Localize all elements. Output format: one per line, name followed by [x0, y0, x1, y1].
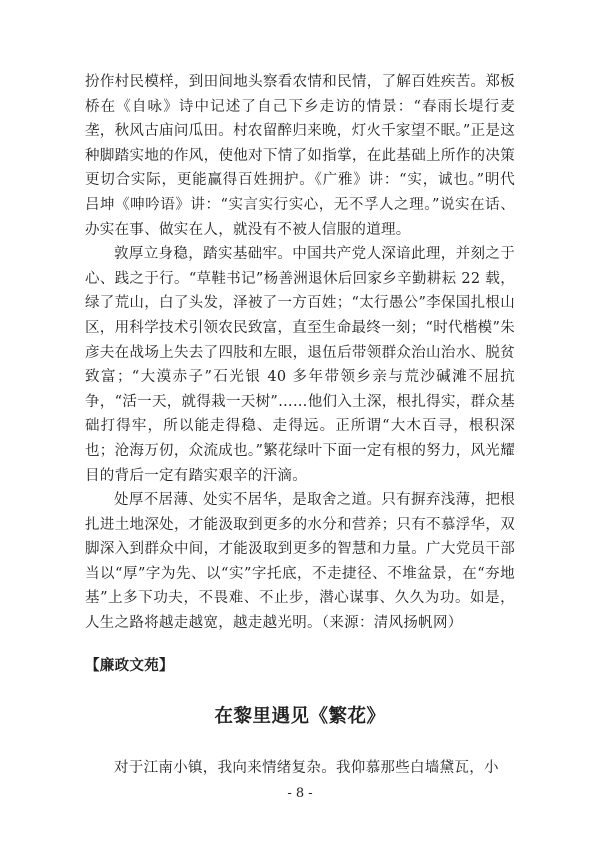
section-header: 【廉政文苑】	[85, 656, 174, 674]
page-body-text	[85, 70, 515, 781]
paragraph-continuation: 扮作村民模样，到田间地头察看农情和民情，了解百姓疾苦。郑板桥在《自咏》诗中记述了自己下乡走访的情景：“春雨长堤行麦垄，秋风古庙问瓜田。村农留醉归来晚，灯火千家望不眠。”正是这种脚踏实地的作风，使他对下情了如指掌，在此基础上所作的决策更切合实际，更能赢得百姓拥护。《广雅》讲：“实，诚也。”明代吕坤《呻吟语》讲：“实言实行实心，无不孚人之理。”说实在话、办实在事、做实在人，就没有不被人信服的道理。	[85, 74, 515, 238]
article-title: 在黎里遇见《繁花》	[214, 706, 386, 728]
paragraph: 对于江南小镇，我向来情绪复杂。我仰慕那些白墙黛瓦，小	[114, 760, 499, 777]
paragraph: 敦厚立身稳，踏实基础牢。中国共产党人深谙此理，并刻之于心、践之于行。“草鞋书记”杨善洲退休后回家乡辛勤耕耘 22 载，绿了荒山，白了头发，泽被了一方百姓；“太行愚公”李保国扎根山区，用科学技术引领农民致富，直至生命最终一刻；“时代楷模”朱彦夫在战场上失去了四肢和左眼，退伍后带领群众治山治水、脱贫致富；“大漠赤子”石光银 40 多年带领乡亲与荒沙碱滩不屈抗争，“活一天，就得栽一天树”……他们入土深，根扎得实，群众基础打得牢，所以能走得稳、走得远。正所谓“大木百寻，根积深也；沧海万仞，众流成也。”繁花绿叶下面一定有根的努力，风光耀目的背后一定有踏实艰辛的汗滴。	[85, 246, 515, 484]
page-number: - 8 -	[287, 786, 313, 801]
paragraph: 处厚不居薄、处实不居华，是取舍之道。只有摒弃浅薄，把根扎进土地深处，才能汲取到更多的水分和营养；只有不慕浮华，双脚深入到群众中间，才能汲取到更多的智慧和力量。广大党员干部当以“厚”字为先、以“实”字托底，不走捷径、不堆盆景，在“夯地基”上多下功夫，不畏难、不止步，潜心谋事、久久为功。如是，人生之路将越走越宽，越走越光明。（来源：清风扬帆网）	[85, 492, 515, 632]
